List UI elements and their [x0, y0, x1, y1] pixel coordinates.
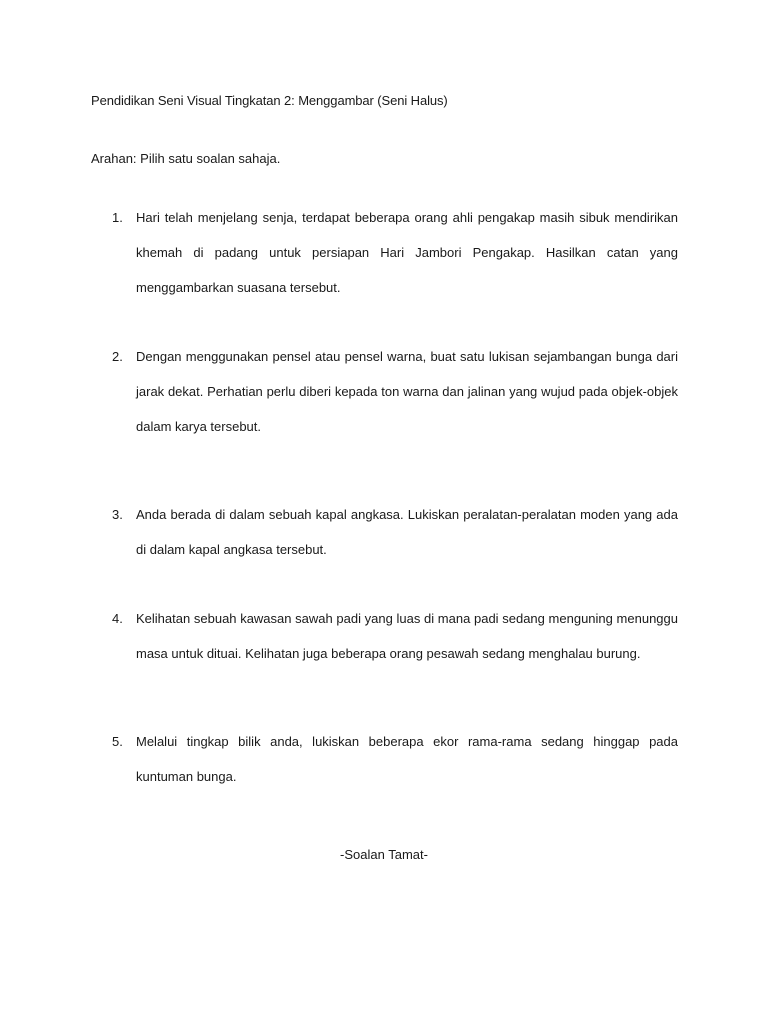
- question-item: [112, 601, 678, 671]
- question-text: Hari telah menjelang senja, terdapat beberapa orang ahli pengakap masih sibuk mendirikan khemah di padang untuk persiapan Hari Jambori Pengakap. Hasilkan catan yang menggambarkan suasana tersebut.: [136, 210, 678, 295]
- question-number: 3.: [112, 507, 123, 522]
- question-text: Melalui tingkap bilik anda, lukiskan beberapa ekor rama-rama sedang hinggap pada kuntuman bunga.: [136, 734, 678, 784]
- question-text: Dengan menggunakan pensel atau pensel warna, buat satu lukisan sejambangan bunga dari jarak dekat. Perhatian perlu diberi kepada ton warna dan jalinan yang wujud pada objek-objek dalam karya tersebut.: [136, 349, 678, 434]
- question-text: Anda berada di dalam sebuah kapal angkasa. Lukiskan peralatan-peralatan moden yang ada di dalam kapal angkasa tersebut.: [136, 507, 678, 557]
- question-item: [112, 724, 678, 794]
- question-item: [112, 339, 678, 444]
- instruction-text: Arahan: Pilih satu soalan sahaja.: [91, 151, 281, 166]
- document-title: Pendidikan Seni Visual Tingkatan 2: Menggambar (Seni Halus): [91, 93, 448, 108]
- question-number: 4.: [112, 611, 123, 626]
- question-item: [112, 200, 678, 305]
- question-number: 5.: [112, 734, 123, 749]
- question-number: 2.: [112, 349, 123, 364]
- question-item: [112, 497, 678, 567]
- question-text: Kelihatan sebuah kawasan sawah padi yang luas di mana padi sedang menguning menunggu masa untuk dituai. Kelihatan juga beberapa orang pesawah sedang menghalau burung.: [136, 611, 678, 661]
- question-number: 1.: [112, 210, 123, 225]
- end-of-questions-footer: -Soalan Tamat-: [340, 847, 428, 862]
